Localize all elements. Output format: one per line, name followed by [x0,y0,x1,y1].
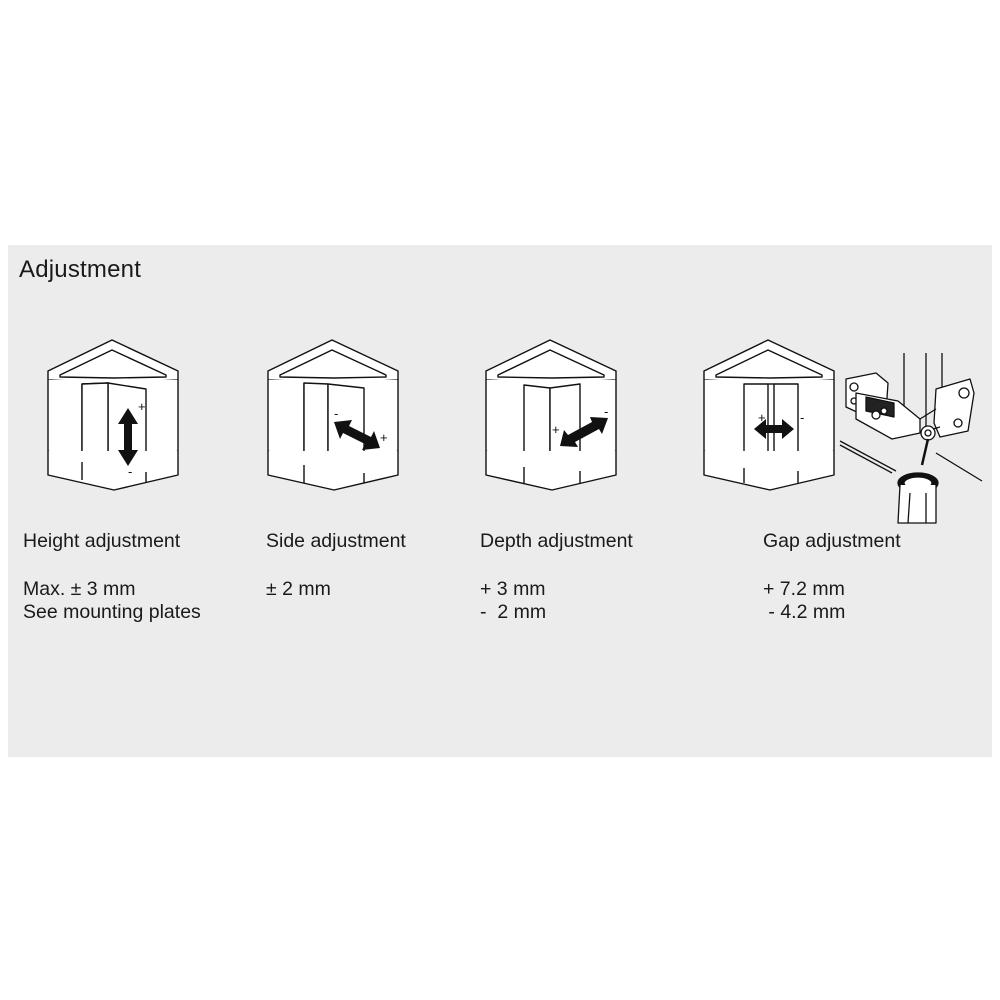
hinge-icon [836,353,986,523]
gap-adjustment-illustration [702,340,838,490]
side-adjustment-illustration [266,340,402,490]
minus-sign: - [800,410,805,425]
minus-sign: - [128,464,133,479]
hinge-detail-illustration [836,353,986,523]
gap-adjustment-value-2: - 4.2 mm [763,601,846,623]
plus-sign: + [552,422,560,437]
gap-adjustment-label: Gap adjustment [763,530,901,552]
minus-sign: - [604,404,609,419]
depth-adjustment-illustration [484,340,620,490]
depth-adjustment-label: Depth adjustment [480,530,633,552]
plus-sign: + [758,410,766,425]
minus-sign: - [334,406,339,421]
height-adjustment-value-2: See mounting plates [23,601,201,623]
plus-sign: + [138,399,146,414]
corner-cabinet-icon [702,340,838,490]
depth-adjustment-value-2: - 2 mm [480,601,547,623]
height-adjustment-value-1: Max. ± 3 mm [23,578,136,600]
corner-cabinet-icon [46,340,182,490]
screwdriver-icon [898,439,938,523]
page-title: Adjustment [19,256,142,283]
gap-adjustment-value-1: + 7.2 mm [763,578,845,600]
height-adjustment-label: Height adjustment [23,530,181,552]
corner-cabinet-icon [266,340,402,490]
plus-sign: + [380,430,388,445]
side-adjustment-label: Side adjustment [266,530,406,552]
side-adjustment-value-1: ± 2 mm [266,578,331,600]
height-adjustment-illustration [46,340,182,490]
adjustment-panel [8,245,992,757]
depth-adjustment-value-1: + 3 mm [480,578,546,600]
corner-cabinet-icon [484,340,620,490]
